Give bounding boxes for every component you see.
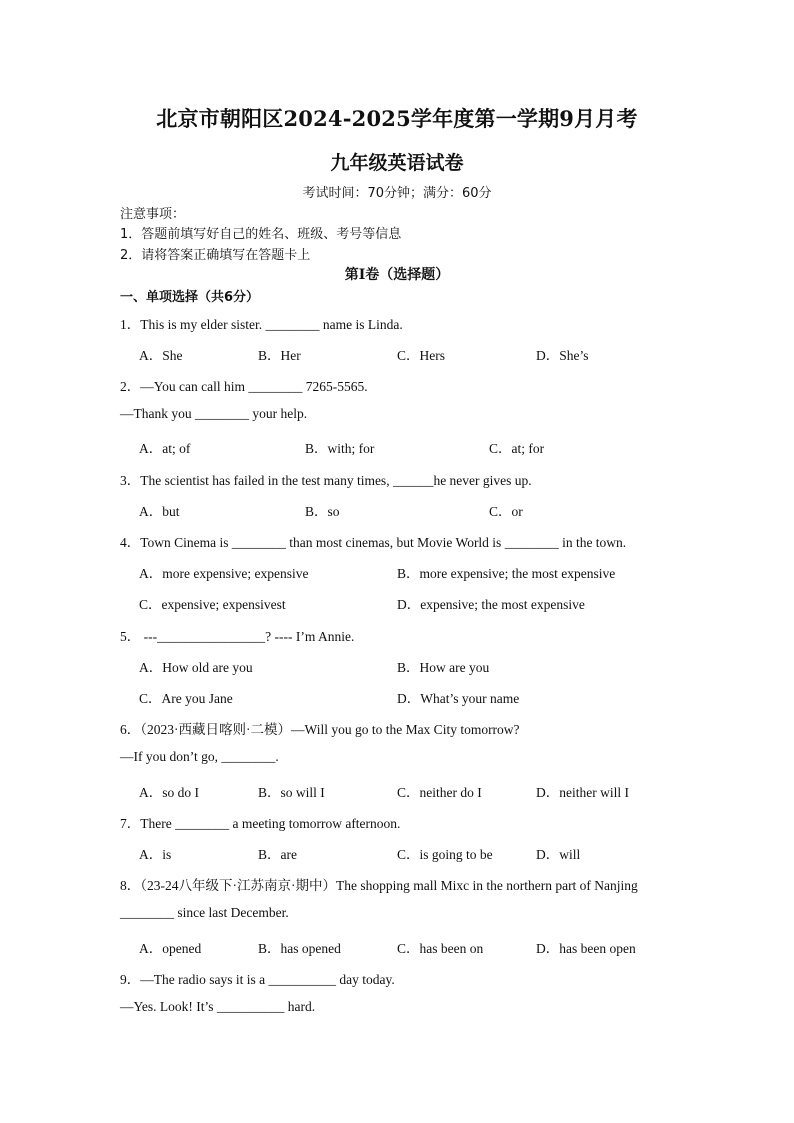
option: D．expensive; the most expensive (397, 597, 585, 612)
option: B．has opened (258, 941, 341, 956)
note-item: 2．请将答案正确填写在答题卡上 (120, 248, 311, 263)
option: B．with; for (305, 441, 375, 456)
option: D．What’s your name (397, 691, 520, 706)
question-stem: 9．—The radio says it is a __________ day today. (120, 972, 395, 987)
question-stem: 4．Town Cinema is ________ than most cinemas, but Movie World is ________ in the town. (120, 535, 627, 550)
section-title: 一、单项选择（共6分） (120, 290, 260, 305)
exam-title: 北京市朝阳区2024-2025学年度第一学期9月月考 (156, 106, 638, 131)
question-stem: 3．The scientist has failed in the test many times, ______he never gives up. (120, 473, 532, 488)
question-stem: 8．（23-24八年级下·江苏南京·期中）The shopping mall Mixc in the northern part of Nanjing (120, 878, 638, 893)
option: B．are (258, 847, 297, 862)
option: D．has been open (536, 941, 636, 956)
option: C．is going to be (397, 847, 493, 862)
option: C．expensive; expensivest (139, 597, 286, 612)
option: C．at; for (489, 441, 545, 456)
option: A．so do I (139, 785, 199, 800)
option: A．She (139, 348, 183, 363)
exam-info: 考试时间：70分钟；满分：60分 (302, 186, 492, 201)
option: C．or (489, 504, 523, 519)
option: A．opened (139, 941, 202, 956)
option: A．but (139, 504, 180, 519)
question-stem: 6．（2023·西藏日喀则·二模）—Will you go to the Max City tomorrow? (120, 722, 520, 737)
option: B．How are you (397, 660, 490, 675)
option: B．more expensive; the most expensive (397, 566, 616, 581)
question-stem: —Yes. Look! It’s __________ hard. (120, 999, 316, 1014)
option: B．Her (258, 348, 301, 363)
question-stem: —Thank you ________ your help. (120, 406, 308, 421)
option: A．more expensive; expensive (139, 566, 309, 581)
option: A．at; of (139, 441, 191, 456)
option: A．How old are you (139, 660, 253, 675)
question-stem: 1．This is my elder sister. ________ name is Linda. (120, 317, 403, 332)
option: C．Are you Jane (139, 691, 233, 706)
note-item: 1．答题前填写好自己的姓名、班级、考号等信息 (120, 227, 402, 242)
question-stem: ________ since last December. (120, 905, 289, 920)
notes-heading: 注意事项： (120, 207, 186, 222)
option: D．will (536, 847, 581, 862)
option: B．so will I (258, 785, 325, 800)
question-stem: 5． ---________________? ---- I’m Annie. (120, 629, 355, 644)
option: B．so (305, 504, 340, 519)
question-stem: 2．—You can call him ________ 7265-5565. (120, 379, 368, 394)
exam-subtitle: 九年级英语试卷 (330, 152, 464, 174)
question-stem: 7．There ________ a meeting tomorrow afternoon. (120, 816, 401, 831)
option: D．She’s (536, 348, 589, 363)
option: C．has been on (397, 941, 484, 956)
option: C．neither do I (397, 785, 482, 800)
option: A．is (139, 847, 172, 862)
option: C．Hers (397, 348, 445, 363)
option: D．neither will I (536, 785, 629, 800)
question-stem: —If you don’t go, ________. (120, 749, 279, 764)
volume-heading: 第Ⅰ卷（选择题） (344, 267, 450, 283)
